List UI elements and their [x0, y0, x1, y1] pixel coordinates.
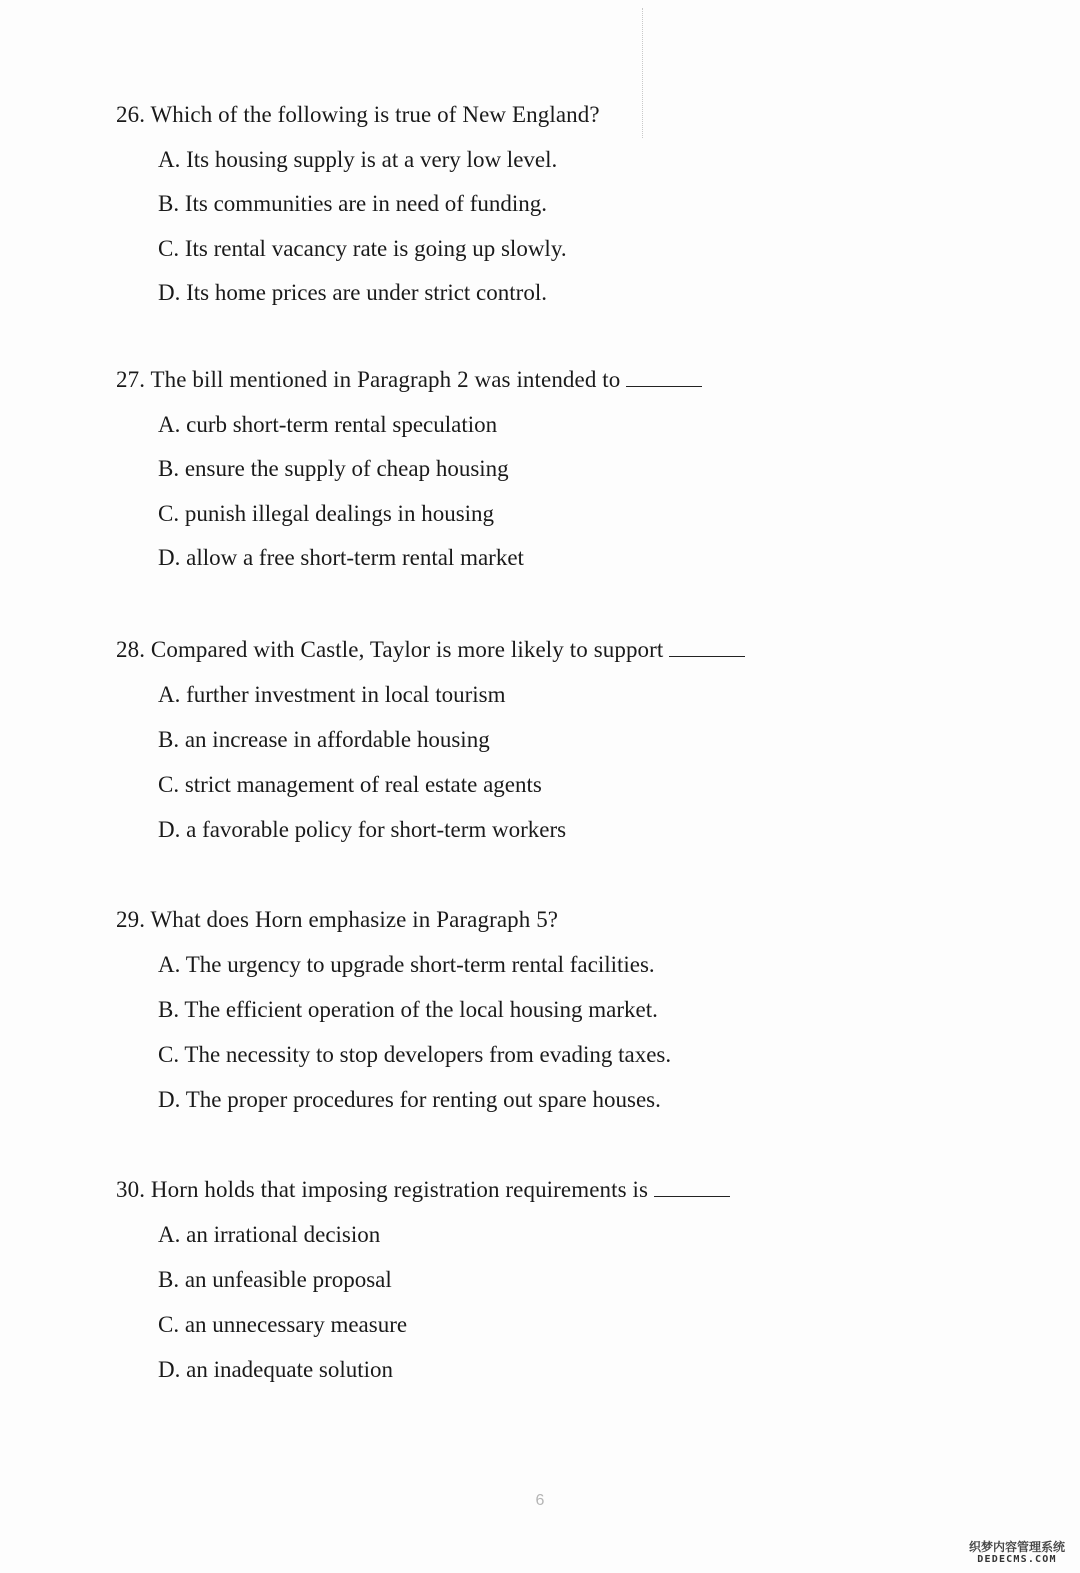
option-b: B. ensure the supply of cheap housing — [158, 456, 509, 481]
question-stem — [116, 1175, 976, 1205]
option-b: B. an unfeasible proposal — [158, 1267, 392, 1292]
question-stem-text: 29. What does Horn emphasize in Paragraph 5? — [116, 907, 559, 932]
answer-blank — [626, 368, 702, 387]
option-b: B. Its communities are in need of funding. — [158, 191, 548, 216]
option-d: D. an inadequate solution — [158, 1357, 394, 1382]
question-stem — [116, 905, 976, 935]
question-stem-text: 28. Compared with Castle, Taylor is more likely to support — [116, 637, 664, 662]
option-list — [116, 410, 976, 574]
option-c: C. Its rental vacancy rate is going up slowly. — [158, 235, 567, 261]
option-b: B. The efficient operation of the local housing market. — [158, 997, 658, 1022]
question-28 — [116, 635, 976, 845]
option-d: D. Its home prices are under strict control. — [158, 280, 547, 305]
option-c: C. The necessity to stop developers from evading taxes. — [158, 1042, 672, 1067]
option-c: C. strict management of real estate agents — [158, 772, 542, 797]
page-number: 6 — [535, 1492, 545, 1509]
option-a: A. an irrational decision — [158, 1222, 381, 1247]
option-list — [116, 950, 976, 1115]
question-26 — [116, 100, 976, 308]
answer-blank — [669, 638, 745, 657]
question-stem-text: 27. The bill mentioned in Paragraph 2 was intended to — [116, 367, 621, 392]
question-29 — [116, 905, 976, 1115]
question-30 — [116, 1175, 976, 1385]
site-watermark — [966, 1541, 1068, 1565]
watermark-line-2: DEDECMS.COM — [977, 1554, 1057, 1565]
watermark-line-1: 织梦内容管理系统 — [968, 1539, 1065, 1554]
answer-blank — [654, 1178, 730, 1197]
option-c: C. an unnecessary measure — [158, 1312, 408, 1337]
option-list — [116, 680, 976, 845]
option-c: C. punish illegal dealings in housing — [158, 500, 495, 526]
question-stem-text: 26. Which of the following is true of New England? — [116, 102, 600, 127]
question-stem-text: 30. Horn holds that imposing registration requirements is — [116, 1177, 649, 1202]
question-stem — [116, 365, 976, 395]
option-list — [116, 1220, 976, 1385]
option-a: A. further investment in local tourism — [158, 682, 506, 707]
question-stem — [116, 635, 976, 665]
option-a: A. curb short-term rental speculation — [158, 411, 498, 437]
option-d: D. a favorable policy for short-term workers — [158, 817, 567, 842]
question-stem — [116, 100, 976, 130]
option-b: B. an increase in affordable housing — [158, 727, 490, 752]
option-a: A. Its housing supply is at a very low level. — [158, 146, 558, 172]
option-d: D. The proper procedures for renting out spare houses. — [158, 1087, 661, 1112]
option-a: A. The urgency to upgrade short-term rental facilities. — [158, 952, 655, 977]
option-list — [116, 145, 976, 309]
option-d: D. allow a free short-term rental market — [158, 545, 524, 570]
question-27 — [116, 365, 976, 573]
